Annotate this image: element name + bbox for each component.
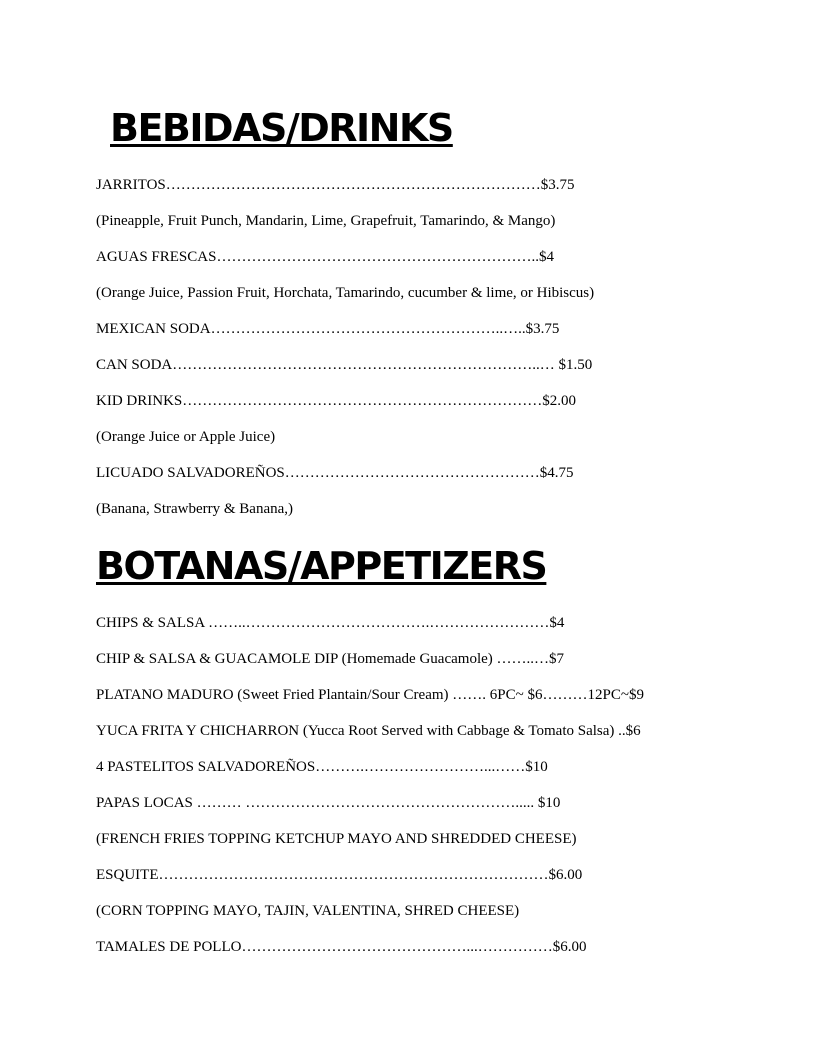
- menu-item-tamales: TAMALES DE POLLO………………………………………...……………$6.00: [96, 939, 587, 955]
- menu-item-jarritos: JARRITOS…………………………………………………………………$3.75: [96, 177, 575, 193]
- drinks-heading: BEBIDAS/DRINKS: [110, 106, 453, 150]
- menu-item-description: (Orange Juice or Apple Juice): [96, 429, 276, 445]
- menu-item-can-soda: CAN SODA………………………………………………………………..… $1.50: [96, 357, 593, 373]
- menu-item-pastelitos: 4 PASTELITOS SALVADOREÑOS……….……………………...……$10: [96, 759, 548, 775]
- menu-item-papas-locas: PAPAS LOCAS ……… ………………………………………………..... $10: [96, 795, 561, 811]
- menu-item-chips-salsa: CHIPS & SALSA ……..……………………………….……………………$4: [96, 615, 565, 631]
- menu-item-description: (Pineapple, Fruit Punch, Mandarin, Lime, Grapefruit, Tamarindo, & Mango): [96, 213, 556, 229]
- menu-item-chips-guacamole: CHIP & SALSA & GUACAMOLE DIP (Homemade Guacamole) ……..…$7: [96, 651, 565, 667]
- menu-item-licuado: LICUADO SALVADOREÑOS……………………………………………$4.75: [96, 465, 574, 481]
- menu-item-mexican-soda: MEXICAN SODA…………………………………………………..…..$3.75: [96, 321, 560, 337]
- menu-item-platano-maduro: PLATANO MADURO (Sweet Fried Plantain/Sour Cream) ……. 6PC~ $6………12PC~$9: [96, 687, 644, 703]
- menu-item-description: (FRENCH FRIES TOPPING KETCHUP MAYO AND SHREDDED CHEESE): [96, 831, 577, 847]
- appetizers-heading: BOTANAS/APPETIZERS: [96, 544, 547, 588]
- menu-item-esquite: ESQUITE……………………………………………………………………$6.00: [96, 867, 583, 883]
- menu-item-yuca-frita: YUCA FRITA Y CHICHARRON (Yucca Root Served with Cabbage & Tomato Salsa) ..$6: [96, 723, 641, 739]
- menu-item-description: (Banana, Strawberry & Banana,): [96, 501, 294, 517]
- menu-item-description: (CORN TOPPING MAYO, TAJIN, VALENTINA, SHRED CHEESE): [96, 903, 520, 919]
- menu-item-description: (Orange Juice, Passion Fruit, Horchata, Tamarindo, cucumber & lime, or Hibiscus): [96, 285, 595, 301]
- menu-item-aguas-frescas: AGUAS FRESCAS………………………………………………………..$4: [96, 249, 554, 265]
- menu-item-kid-drinks: KID DRINKS………………………………………………………………$2.00: [96, 393, 576, 409]
